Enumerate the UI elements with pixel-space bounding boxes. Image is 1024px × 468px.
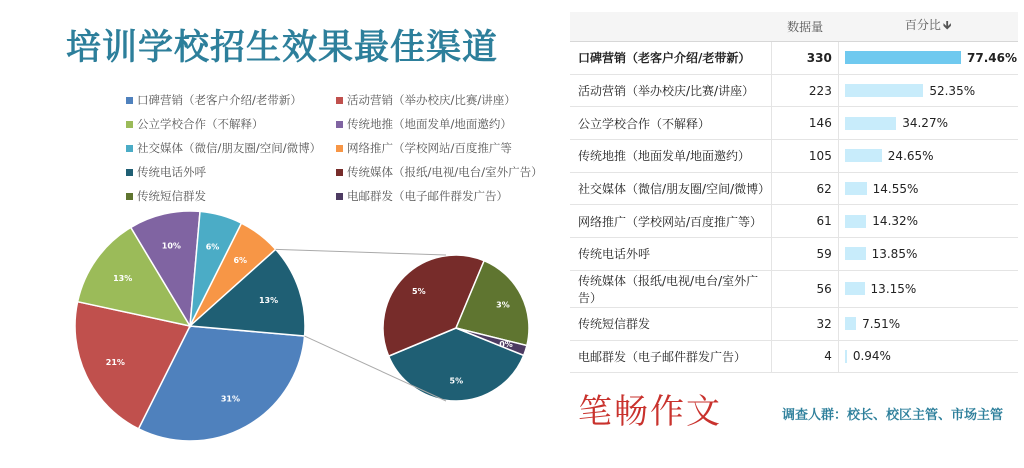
secondary-pie-data-label: 0% xyxy=(499,340,513,350)
count-cell: 59 xyxy=(772,238,839,271)
channel-name-cell: 口碑营销（老客户介绍/老带新） xyxy=(570,42,772,75)
secondary-pie-data-label: 5% xyxy=(449,376,464,386)
percent-bar xyxy=(845,282,865,295)
percent-cell xyxy=(838,238,1018,271)
main-pie-data-label: 13% xyxy=(113,273,133,283)
percent-label: 24.65% xyxy=(887,148,934,163)
percent-bar xyxy=(845,117,896,130)
percent-cell xyxy=(838,74,1018,107)
table-row xyxy=(570,42,1018,75)
percent-bar xyxy=(845,350,847,363)
table-header-row xyxy=(570,12,1018,42)
table-row xyxy=(570,307,1018,340)
brand-logo-text: 笔畅作文 xyxy=(578,392,722,432)
channel-name-cell: 传统电话外呼 xyxy=(570,238,772,271)
legend-label: 网络推广（学校网站/百度推广等 xyxy=(347,141,512,155)
percent-label: 13.15% xyxy=(870,281,917,296)
channel-name-cell: 社交媒体（微信/朋友圈/空间/微博） xyxy=(570,172,772,205)
percent-label: 14.55% xyxy=(872,181,919,196)
percent-bar xyxy=(845,215,866,228)
survey-audience-note: 调查人群：校长、校区主管、市场主管 xyxy=(782,408,1004,423)
legend-label: 传统媒体（报纸/电视/电台/室外广告） xyxy=(347,165,543,179)
count-column-header[interactable]: 数据量 xyxy=(772,12,839,42)
legend-label: 传统地推（地面发单/地面邀约） xyxy=(347,117,512,131)
channel-name-cell: 网络推广（学校网站/百度推广等） xyxy=(570,205,772,238)
table-row xyxy=(570,74,1018,107)
table-row xyxy=(570,205,1018,238)
percent-cell xyxy=(838,107,1018,140)
percent-bar xyxy=(845,84,924,97)
count-cell: 56 xyxy=(772,270,839,307)
count-cell: 223 xyxy=(772,74,839,107)
channel-name-cell: 传统地推（地面发单/地面邀约） xyxy=(570,140,772,173)
table-row xyxy=(570,238,1018,271)
percent-bar xyxy=(845,247,866,260)
legend-label: 公立学校合作（不解释） xyxy=(137,117,264,131)
percent-cell xyxy=(838,205,1018,238)
main-pie-data-label: 13% xyxy=(258,295,279,305)
main-pie-data-label: 6% xyxy=(233,256,248,266)
count-cell: 105 xyxy=(772,140,839,173)
percent-cell xyxy=(838,307,1018,340)
channel-column-header xyxy=(570,12,772,42)
count-cell: 62 xyxy=(772,172,839,205)
main-pie-data-label: 10% xyxy=(161,241,181,251)
count-cell: 4 xyxy=(772,340,839,373)
percent-label: 34.27% xyxy=(902,116,948,131)
percent-label: 52.35% xyxy=(929,83,976,98)
channel-data-table xyxy=(570,12,1018,373)
legend-label: 传统电话外呼 xyxy=(137,165,206,179)
legend-label: 社交媒体（微信/朋友圈/空间/微博） xyxy=(137,141,322,155)
percent-cell xyxy=(838,340,1018,373)
main-pie-data-label: 21% xyxy=(105,357,125,367)
channel-name-cell: 传统媒体（报纸/电视/电台/室外广告） xyxy=(570,270,772,307)
chart-title: 培训学校招生效果最佳渠道 xyxy=(66,28,499,68)
channel-name-cell: 公立学校合作（不解释） xyxy=(570,107,772,140)
channel-name-cell: 电邮群发（电子邮件群发广告） xyxy=(570,340,772,373)
percent-label: 13.85% xyxy=(871,246,918,261)
percent-cell xyxy=(838,270,1018,307)
percent-header-label: 百分比 xyxy=(904,18,941,32)
main-pie-data-label: 6% xyxy=(205,242,220,252)
count-cell: 61 xyxy=(772,205,839,238)
count-cell: 146 xyxy=(772,107,839,140)
table-row xyxy=(570,270,1018,307)
secondary-pie-data-label: 3% xyxy=(496,300,510,310)
percent-bar xyxy=(845,51,961,64)
table-row xyxy=(570,340,1018,373)
legend-label: 电邮群发（电子邮件群发广告） xyxy=(347,189,508,203)
percent-label: 0.94% xyxy=(852,349,891,364)
legend-label: 口碑营销（老客户介绍/老带新） xyxy=(137,93,302,107)
channel-name-cell: 传统短信群发 xyxy=(570,307,772,340)
percent-bar xyxy=(845,182,867,195)
percent-bar xyxy=(845,149,882,162)
table-row xyxy=(570,140,1018,173)
percent-label: 14.32% xyxy=(872,214,919,229)
legend-label: 活动营销（举办校庆/比赛/讲座） xyxy=(347,93,516,107)
legend-label: 传统短信群发 xyxy=(137,189,206,203)
channel-name-cell: 活动营销（举办校庆/比赛/讲座） xyxy=(570,74,772,107)
arrow-down-icon[interactable]: 🡻 xyxy=(942,18,952,32)
count-cell: 330 xyxy=(772,42,839,75)
percent-label: 7.51% xyxy=(862,316,901,331)
percent-bar xyxy=(845,317,856,330)
pie-connector-line xyxy=(276,249,446,255)
percent-label: 77.46% xyxy=(967,50,1017,65)
table-row xyxy=(570,172,1018,205)
count-cell: 32 xyxy=(772,307,839,340)
main-pie-data-label: 31% xyxy=(220,394,240,404)
percent-cell xyxy=(838,42,1018,75)
percent-cell xyxy=(838,140,1018,173)
secondary-pie-data-label: 5% xyxy=(412,286,426,296)
percent-cell xyxy=(838,172,1018,205)
percent-column-header[interactable] xyxy=(838,12,1018,42)
table-row xyxy=(570,107,1018,140)
